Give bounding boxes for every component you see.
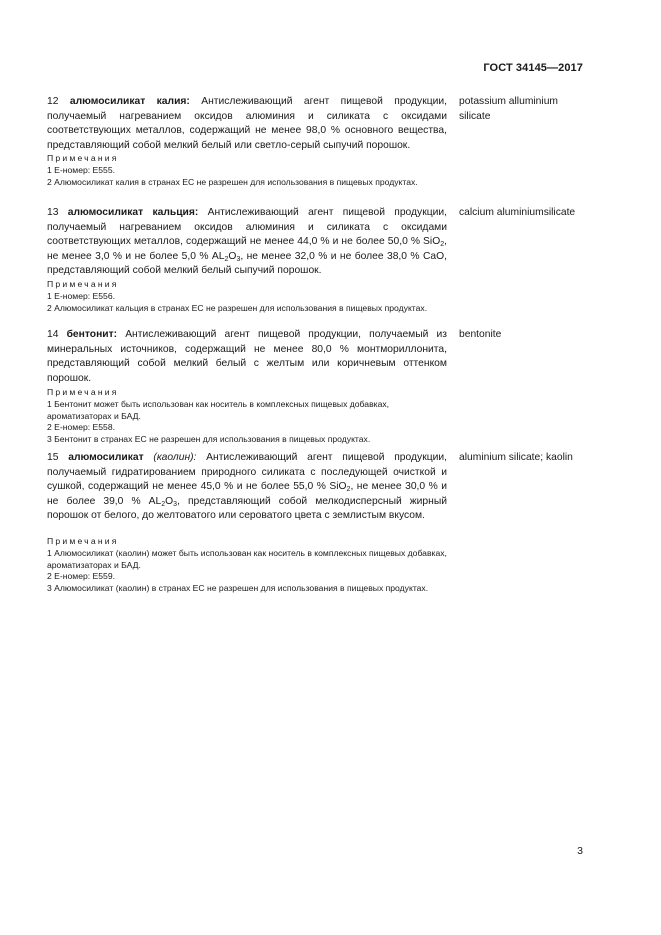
note-item: 2 Алюмосиликат калия в странах ЕС не разрешен для использования в пищевых продуктах. [47, 176, 418, 187]
english-equivalent: aluminium silicate; kaolin [459, 452, 573, 463]
page-number: 3 [577, 845, 583, 857]
english-equivalent: bentonite [459, 329, 502, 340]
term-number: 12 [47, 96, 59, 107]
note-item: 3 Алюмосиликат (каолин) в странах ЕС не разрешен для использования в пищевых продуктах. [47, 583, 429, 594]
notes-block [47, 387, 449, 446]
term-number: 15 [47, 452, 59, 463]
document-code: ГОСТ 34145—2017 [483, 62, 583, 74]
term-name-qualifier: (каолин): [153, 452, 197, 463]
note-item: 1 Алюмосиликат (каолин) может быть использован как носитель в комплексных пищевых добавках, ароматизаторах и БАД. [47, 547, 447, 570]
term-entry-15 [47, 451, 447, 524]
notes-block [47, 279, 449, 314]
note-item: 2 Е-номер: Е558. [47, 422, 115, 433]
notes-title: Примечания [47, 536, 119, 546]
term-entry-12 [47, 95, 447, 153]
notes-title: Примечания [47, 153, 119, 163]
note-item: 2 Алюмосиликат кальция в странах ЕС не разрешен для использования в пищевых продуктах. [47, 302, 428, 313]
notes-block [47, 153, 449, 188]
term-name: алюмосиликат калия: [69, 96, 190, 107]
english-equivalent: potassium alluminium silicate [459, 96, 559, 122]
english-equivalent: calcium aluminiumsilicate [459, 207, 576, 218]
note-item: 3 Бентонит в странах ЕС не разрешен для использования в пищевых продуктах. [47, 434, 371, 445]
term-number: 13 [47, 207, 59, 218]
term-definition: Антислеживающий агент пищевой продукции, получаемый нагреванием оксидов алюминия и силиката с оксидами соответствующих металлов, содержащий не менее 98,0 % основного вещества, представляющий собой мелкий белый или светло-серый сыпучий порошок. [47, 96, 447, 151]
term-definition: Антислеживающий агент пищевой продукции, получаемый из минеральных источников, содержащий не менее 80,0 % монтмориллонита, представляющий собой мелкий белый с желтым или коричневым оттенком порошок. [47, 329, 447, 384]
term-definition: Антислеживающий агент пищевой продукции, получаемый нагреванием оксидов алюминия и силиката с оксидами соответствующих металлов, содержащий не менее 44,0 % и не более 50,0 % SiO$_2$, не менее 3,0 % и не более 5,0 % $AL_2O_3$, не менее 32,0 % и не более 38,0 % CaO, представляющий собой мелкий белый сыпучий порошок. [47, 207, 447, 276]
note-item: 2 Е-номер: Е559. [47, 571, 115, 582]
notes-block [47, 536, 449, 595]
term-number: 14 [47, 329, 59, 340]
term-name: бентонит: [66, 329, 118, 340]
note-item: 1 Бентонит может быть использован как носитель в комплексных пищевых добавках, ароматизаторах и БАД. [47, 398, 390, 421]
term-entry-14 [47, 328, 447, 386]
term-name: алюмосиликат [68, 452, 144, 463]
term-name: алюмосиликат кальция: [67, 207, 199, 218]
note-item: 1 Е-номер: Е555. [47, 164, 115, 175]
note-item: 1 Е-номер: Е556. [47, 290, 115, 301]
notes-title: Примечания [47, 279, 119, 289]
term-definition: Антислеживающий агент пищевой продукции, получаемый гидратированием природного силиката с последующей очисткой и сушкой, содержащий не менее 45,0 % и не более 55,0 % SiO$_2$, не менее 30,0 % и не более 39,0 % $AL_2O_3$, представляющий собой мелкодисперсный жирный порошок от белого, до желтоватого или сероватого цвета с землистым вкусом. [47, 452, 447, 521]
term-entry-13 [47, 206, 447, 279]
notes-title: Примечания [47, 387, 119, 397]
